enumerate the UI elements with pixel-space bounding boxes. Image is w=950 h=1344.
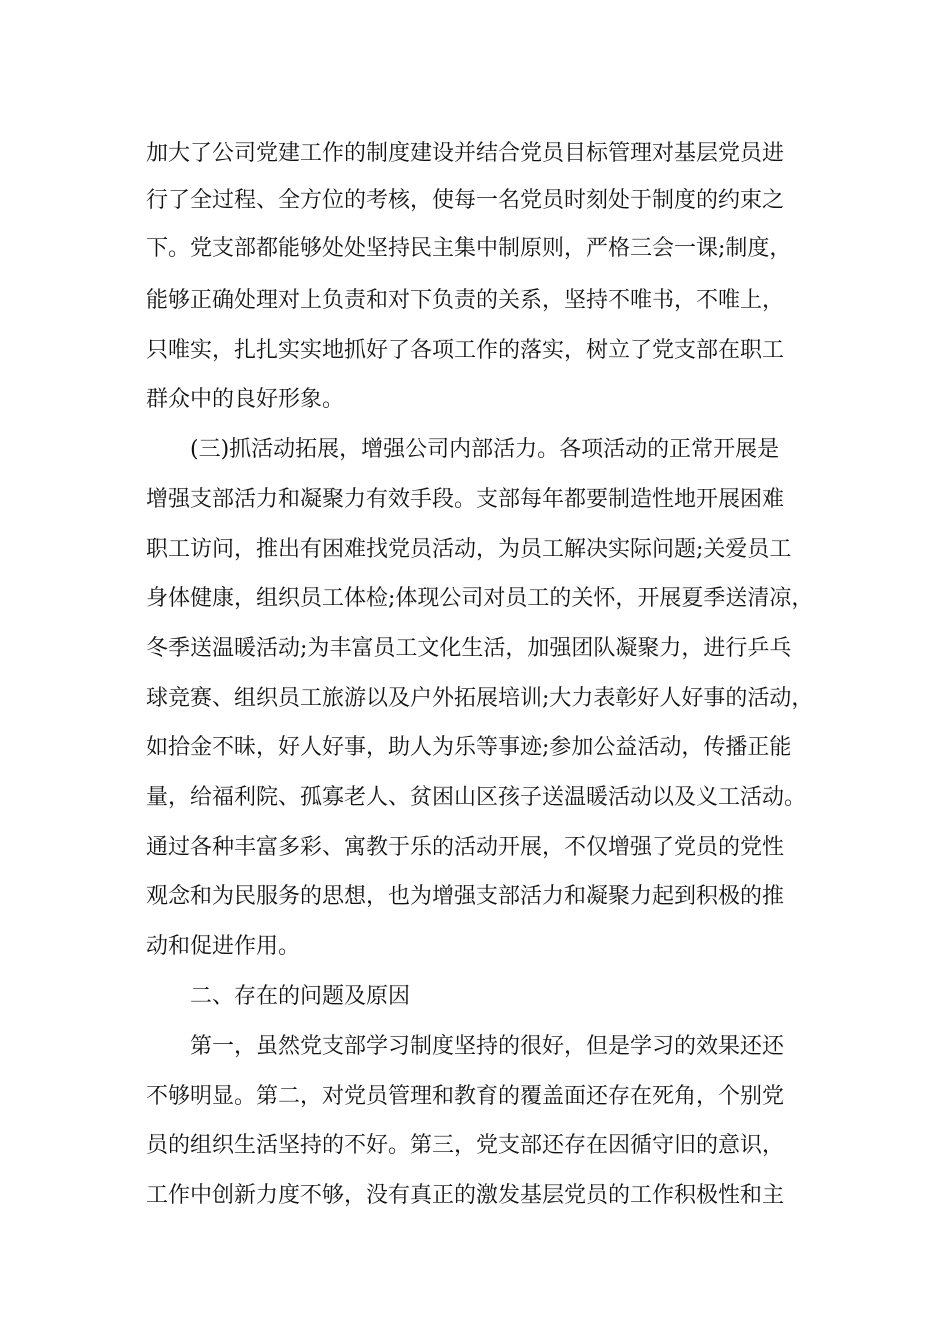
text-line: 动和促进作用。 [146,934,301,959]
text-line: 球竞赛、组织员工旅游以及户外拓展培训;大力表彰好人好事的活动， [146,686,814,711]
text-line: 职工访问，推出有困难找党员活动，为员工解决实际问题;关爱员工 [146,537,792,562]
text-line: 不够明显。第二，对党员管理和教育的覆盖面还存在死角，个别党 [146,1084,785,1109]
text-line: 冬季送温暖活动;为丰富员工文化生活，加强团队凝聚力，进行乒乓 [146,636,792,661]
text-line: 增强支部活力和凝聚力有效手段。支部每年都要制造性地开展困难 [146,487,785,512]
text-line: 下。党支部都能够处处坚持民主集中制原则，严格三会一课;制度， [146,236,792,261]
text-line: 量，给福利院、孤寡老人、贫困山区孩子送温暖活动以及义工活动。 [146,785,807,810]
text-line: 通过各种丰富多彩、寓教于乐的活动开展，不仅增强了党员的党性 [146,835,785,860]
paragraph-start-line: 第一，虽然党支部学习制度坚持的很好，但是学习的效果还还 [190,1034,785,1059]
text-line: 如拾金不昧，好人好事，助人为乐等事迹;参加公益活动，传播正能 [146,735,792,760]
paragraph-start-line: (三)抓活动拓展，增强公司内部活力。各项活动的正常开展是 [190,437,780,462]
section-heading: 二、存在的问题及原因 [190,984,411,1009]
text-line: 群众中的良好形象。 [146,387,345,412]
text-line: 观念和为民服务的思想，也为增强支部活力和凝聚力起到积极的推 [146,884,785,909]
text-line: 能够正确处理对上负责和对下负责的关系，坚持不唯书，不唯上， [146,288,785,313]
text-line: 员的组织生活坚持的不好。第三，党支部还存在因循守旧的意识， [146,1133,785,1158]
text-line: 身体健康，组织员工体检;体现公司对员工的关怀，开展夏季送清凉， [146,586,814,611]
text-line: 加大了公司党建工作的制度建设并结合党员目标管理对基层党员进 [146,141,785,166]
text-line: 工作中创新力度不够，没有真正的激发基层党员的工作积极性和主 [146,1183,785,1208]
text-line: 行了全过程、全方位的考核，使每一名党员时刻处于制度的约束之 [146,188,785,213]
text-line: 只唯实，扎扎实实地抓好了各项工作的落实，树立了党支部在职工 [146,338,785,363]
